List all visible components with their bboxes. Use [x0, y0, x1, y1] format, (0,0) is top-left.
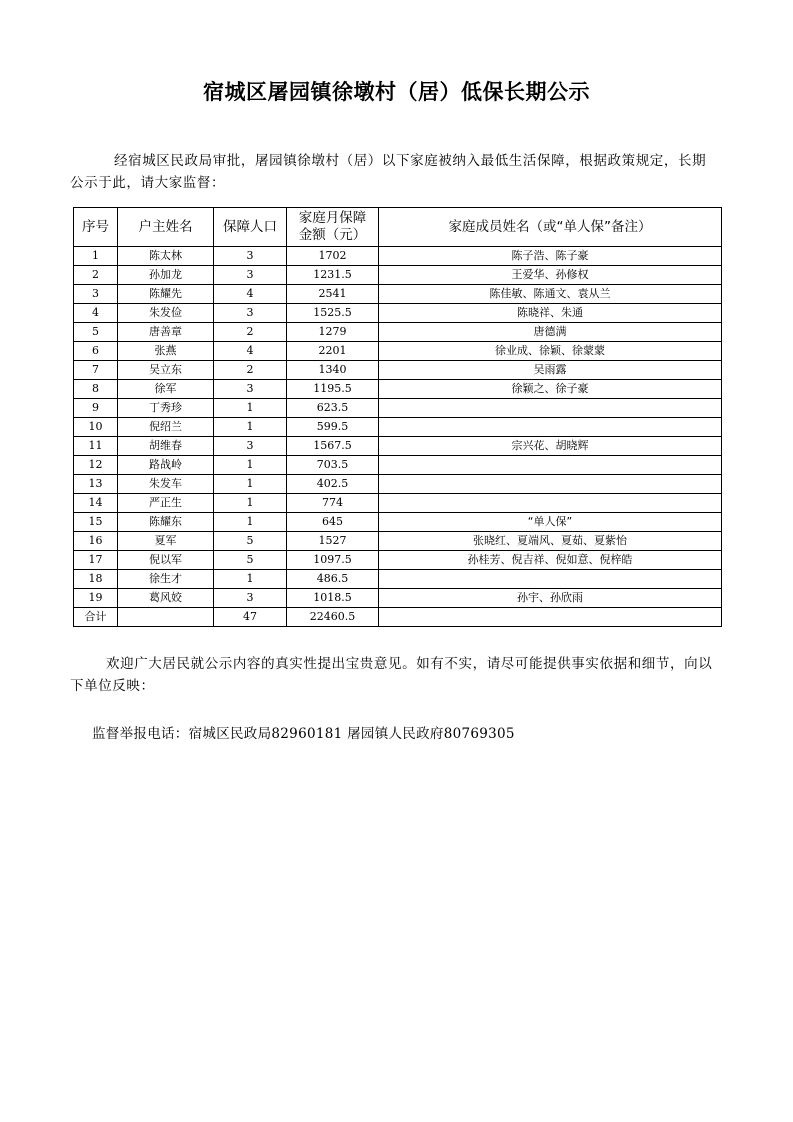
cell-amount: 1279 — [287, 323, 379, 342]
cell-head-name: 丁秀珍 — [118, 399, 214, 418]
cell-members: 唐德满 — [379, 323, 722, 342]
cell-amount: 1231.5 — [287, 266, 379, 285]
cell-persons: 1 — [214, 399, 287, 418]
cell-amount: 623.5 — [287, 399, 379, 418]
table-row — [74, 570, 722, 589]
intro-text: 经宿城区民政局审批，屠园镇徐墩村（居）以下家庭被纳入最低生活保障，根据政策规定，长期公示于此，请大家监督： — [70, 153, 707, 191]
cell-amount: 2541 — [287, 285, 379, 304]
closing-paragraph — [70, 653, 722, 697]
cell-members: 陈子浩、陈子豪 — [379, 247, 722, 266]
cell-persons: 5 — [214, 551, 287, 570]
cell-members: 陈晓祥、朱通 — [379, 304, 722, 323]
cell-index: 17 — [74, 551, 118, 570]
table-row — [74, 304, 722, 323]
cell-head-name: 徐生才 — [118, 570, 214, 589]
table-row — [74, 532, 722, 551]
cell-members — [379, 418, 722, 437]
cell-amount: 599.5 — [287, 418, 379, 437]
table-total-row — [74, 608, 722, 627]
cell-head-name: 陈耀先 — [118, 285, 214, 304]
cell-amount: 774 — [287, 494, 379, 513]
cell-members: 徐业成、徐颖、徐蒙蒙 — [379, 342, 722, 361]
cell-persons: 1 — [214, 456, 287, 475]
cell-index: 14 — [74, 494, 118, 513]
cell-index: 7 — [74, 361, 118, 380]
cell-head-name: 朱发车 — [118, 475, 214, 494]
cell-head-name: 张燕 — [118, 342, 214, 361]
table-row — [74, 342, 722, 361]
cell-head-name: 倪绍兰 — [118, 418, 214, 437]
cell-amount: 2201 — [287, 342, 379, 361]
cell-persons: 3 — [214, 266, 287, 285]
assistance-table — [73, 207, 722, 627]
cell-index: 16 — [74, 532, 118, 551]
table-row — [74, 475, 722, 494]
table-row — [74, 589, 722, 608]
cell-head-name: 严正生 — [118, 494, 214, 513]
cell-head-name: 唐善章 — [118, 323, 214, 342]
cell-members — [379, 494, 722, 513]
cell-persons: 1 — [214, 494, 287, 513]
cell-head-name: 陈太林 — [118, 247, 214, 266]
cell-persons: 4 — [214, 342, 287, 361]
cell-persons: 2 — [214, 323, 287, 342]
cell-members: 宗兴花、胡晓辉 — [379, 437, 722, 456]
table-row — [74, 513, 722, 532]
cell-amount: 1527 — [287, 532, 379, 551]
cell-amount: 1525.5 — [287, 304, 379, 323]
cell-members: 孙宇、孙欣雨 — [379, 589, 722, 608]
cell-amount: 1097.5 — [287, 551, 379, 570]
cell-amount: 703.5 — [287, 456, 379, 475]
cell-index: 3 — [74, 285, 118, 304]
cell-index: 10 — [74, 418, 118, 437]
cell-amount: 402.5 — [287, 475, 379, 494]
table-row — [74, 418, 722, 437]
table-row — [74, 361, 722, 380]
cell-persons: 1 — [214, 475, 287, 494]
table-row — [74, 323, 722, 342]
cell-members: 陈佳敏、陈通文、袁从兰 — [379, 285, 722, 304]
intro-paragraph — [70, 150, 720, 194]
table-body — [74, 247, 722, 608]
cell-index: 2 — [74, 266, 118, 285]
cell-members — [379, 570, 722, 589]
cell-head-name: 孙加龙 — [118, 266, 214, 285]
cell-persons: 5 — [214, 532, 287, 551]
cell-persons: 1 — [214, 513, 287, 532]
cell-amount: 1702 — [287, 247, 379, 266]
cell-head-name: 朱发俭 — [118, 304, 214, 323]
cell-members: 孙桂芳、倪吉祥、倪如意、倪梓皓 — [379, 551, 722, 570]
cell-persons: 1 — [214, 418, 287, 437]
cell-members: 张晓红、夏端风、夏茹、夏紫怡 — [379, 532, 722, 551]
cell-head-name: 葛风姣 — [118, 589, 214, 608]
cell-index: 13 — [74, 475, 118, 494]
cell-members — [379, 475, 722, 494]
cell-head-name: 吴立东 — [118, 361, 214, 380]
table-row — [74, 285, 722, 304]
page-title: 宿城区屠园镇徐墩村（居）低保长期公示 — [203, 80, 590, 104]
cell-persons: 3 — [214, 304, 287, 323]
total-name — [118, 608, 214, 627]
total-persons: 47 — [214, 608, 287, 627]
cell-head-name: 路战岭 — [118, 456, 214, 475]
table-row — [74, 399, 722, 418]
cell-index: 8 — [74, 380, 118, 399]
cell-index: 15 — [74, 513, 118, 532]
cell-persons: 3 — [214, 380, 287, 399]
cell-members — [379, 399, 722, 418]
cell-members: 吴雨露 — [379, 361, 722, 380]
cell-index: 18 — [74, 570, 118, 589]
cell-persons: 3 — [214, 589, 287, 608]
cell-index: 6 — [74, 342, 118, 361]
cell-amount: 1567.5 — [287, 437, 379, 456]
table-row — [74, 456, 722, 475]
cell-amount: 486.5 — [287, 570, 379, 589]
cell-head-name: 倪以军 — [118, 551, 214, 570]
header-members: 家庭成员姓名（或“单人保”备注） — [379, 208, 722, 247]
cell-index: 5 — [74, 323, 118, 342]
table-row — [74, 551, 722, 570]
cell-persons: 3 — [214, 437, 287, 456]
cell-head-name: 陈耀东 — [118, 513, 214, 532]
table-row — [74, 247, 722, 266]
header-amount-line2: 金额（元） — [298, 227, 367, 243]
cell-persons: 3 — [214, 247, 287, 266]
cell-index: 1 — [74, 247, 118, 266]
cell-index: 9 — [74, 399, 118, 418]
total-amount: 22460.5 — [287, 608, 379, 627]
cell-index: 12 — [74, 456, 118, 475]
cell-head-name: 胡维春 — [118, 437, 214, 456]
table-header-row — [74, 208, 722, 247]
cell-persons: 2 — [214, 361, 287, 380]
contact-line: 监督举报电话：宿城区民政局82960181 屠园镇人民政府80769305 — [92, 726, 515, 742]
cell-amount: 1340 — [287, 361, 379, 380]
cell-index: 19 — [74, 589, 118, 608]
cell-head-name: 徐军 — [118, 380, 214, 399]
cell-index: 4 — [74, 304, 118, 323]
header-head-name: 户主姓名 — [118, 208, 214, 247]
cell-members — [379, 456, 722, 475]
table-row — [74, 266, 722, 285]
cell-persons: 4 — [214, 285, 287, 304]
table-row — [74, 494, 722, 513]
cell-amount: 645 — [287, 513, 379, 532]
header-amount — [287, 208, 379, 247]
cell-members: 徐颖之、徐子豪 — [379, 380, 722, 399]
header-index: 序号 — [74, 208, 118, 247]
total-members — [379, 608, 722, 627]
cell-index: 11 — [74, 437, 118, 456]
table-row — [74, 380, 722, 399]
header-amount-line1: 家庭月保障 — [298, 210, 367, 226]
cell-head-name: 夏军 — [118, 532, 214, 551]
cell-amount: 1018.5 — [287, 589, 379, 608]
cell-persons: 1 — [214, 570, 287, 589]
cell-amount: 1195.5 — [287, 380, 379, 399]
cell-members: “单人保” — [379, 513, 722, 532]
table-row — [74, 437, 722, 456]
total-label: 合计 — [74, 608, 118, 627]
header-persons: 保障人口 — [214, 208, 287, 247]
closing-text: 欢迎广大居民就公示内容的真实性提出宝贵意见。如有不实，请尽可能提供事实依据和细节，向以下单位反映： — [70, 656, 713, 694]
cell-members: 王爱华、孙修权 — [379, 266, 722, 285]
